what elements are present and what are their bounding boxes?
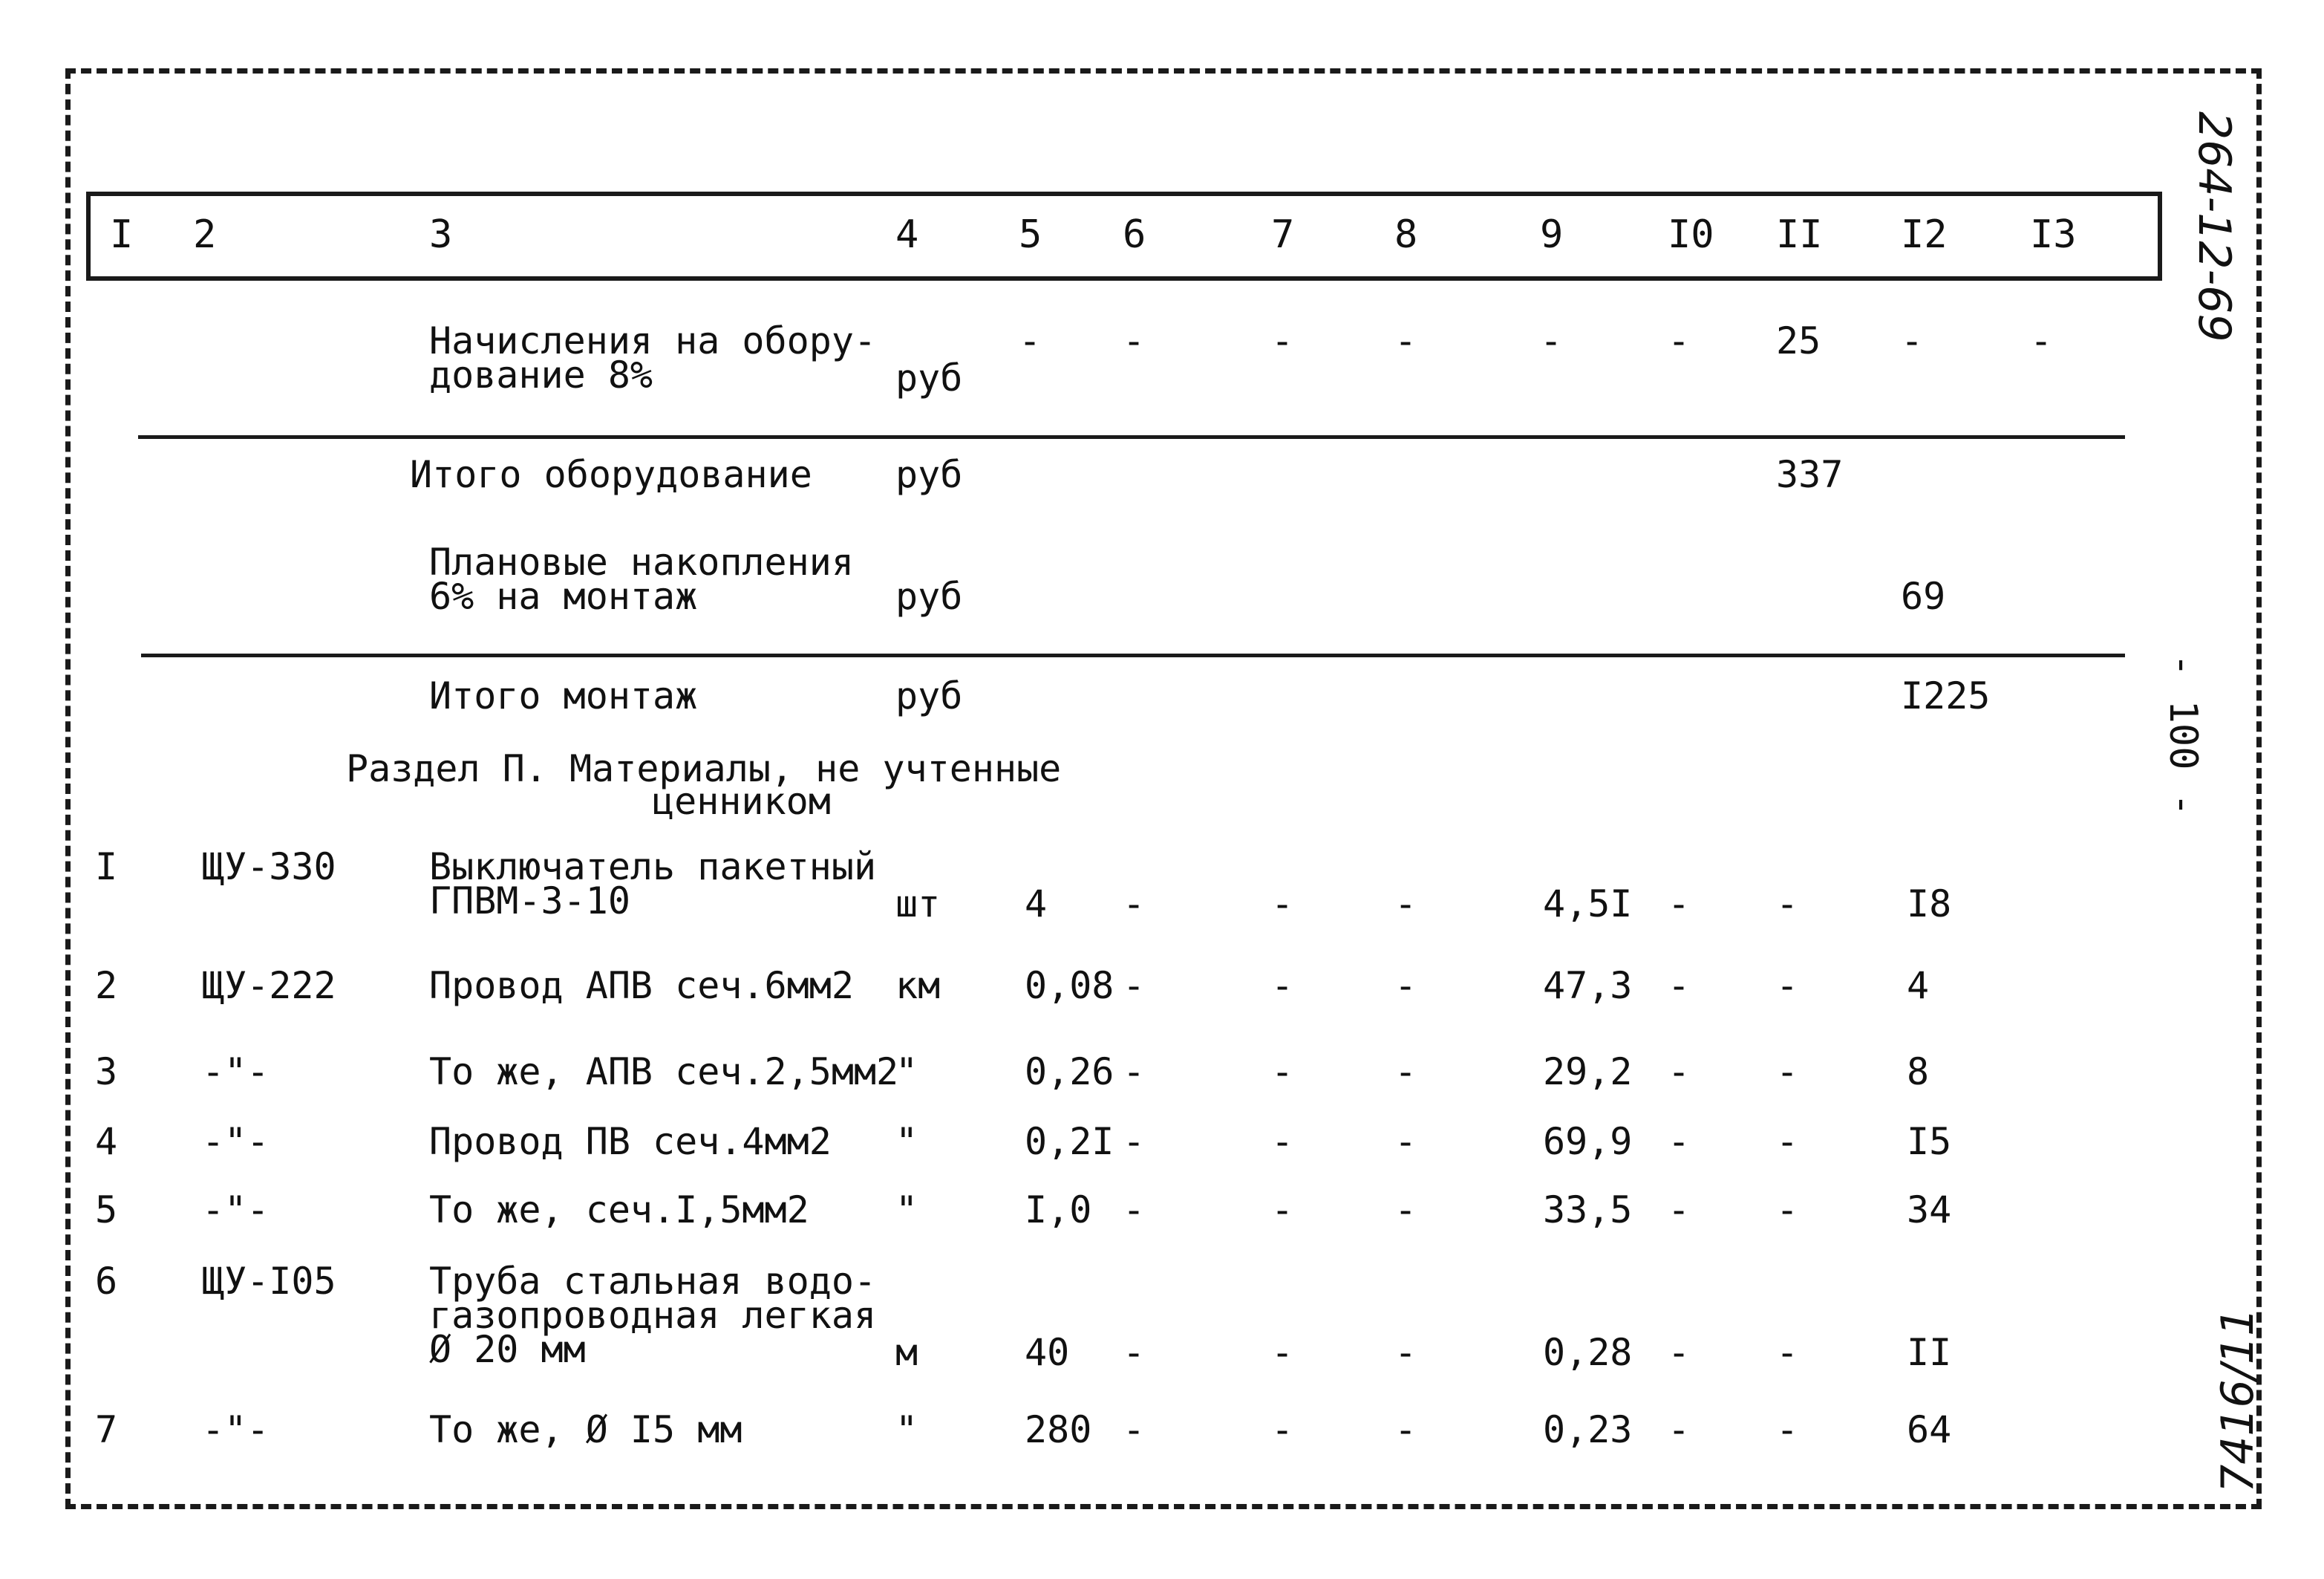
item-cell: - [1271,1408,1294,1451]
item-cell: - [1123,1408,1146,1451]
item-quantity: 40 [1025,1331,1070,1374]
item-price: 47,3 [1543,964,1633,1007]
summary-name-line: дование 8% [429,354,653,397]
item-total: 34 [1907,1188,1952,1231]
col-header-4: 4 [895,212,919,257]
item-total: 4 [1907,964,1930,1007]
summary-unit: руб [895,674,963,717]
item-number: 7 [95,1408,118,1451]
item-name-line: То же, Ø I5 мм [429,1408,742,1451]
item-unit: шт [895,882,941,925]
summary-cell: - [1019,319,1042,362]
item-cell: - [1668,1050,1691,1093]
item-cell: - [1776,1331,1799,1374]
summary-cell: - [1271,319,1294,362]
item-number: I [95,845,118,888]
summary-cell: - [1668,319,1691,362]
item-price: 0,23 [1543,1408,1633,1451]
summary-name-line: Начисления на обору- [429,319,877,362]
item-price: 33,5 [1543,1188,1633,1231]
col-header-7: 7 [1271,212,1295,257]
summary-name-line: Плановые накопления [429,541,854,584]
summary-cell: - [1123,319,1146,362]
item-cell: - [1394,1408,1417,1451]
item-cell: - [1123,964,1146,1007]
item-name-line: Ø 20 мм [429,1328,586,1371]
item-quantity: 280 [1025,1408,1092,1451]
item-price: 69,9 [1543,1120,1633,1163]
item-quantity: I,0 [1025,1188,1092,1231]
col-header-3: 3 [429,212,453,257]
section-title-line2: ценником [652,780,831,823]
item-total: 8 [1907,1050,1930,1093]
col-header-5: 5 [1019,212,1042,257]
item-cell: - [1123,1331,1146,1374]
item-cell: - [1394,1050,1417,1093]
summary-cell: - [1540,319,1563,362]
item-name-line: То же, сеч.I,5мм2 [429,1188,809,1231]
item-quantity: 4 [1025,882,1048,925]
summary-unit: руб [895,357,963,400]
col-header-10: I0 [1668,212,1714,257]
item-cell: - [1394,1120,1417,1163]
item-cell: - [1394,882,1417,925]
col-header-1: I [110,212,134,257]
item-number: 5 [95,1188,118,1231]
item-code: -"- [202,1050,270,1093]
col-header-2: 2 [193,212,217,257]
item-cell: - [1271,964,1294,1007]
item-unit: " [895,1408,918,1451]
item-quantity: 0,2I [1025,1120,1114,1163]
item-total: II [1907,1331,1952,1374]
section-title: Раздел П. Материалы, не учтенные [346,747,1062,790]
item-cell: - [1271,1331,1294,1374]
item-quantity: 0,26 [1025,1050,1114,1093]
summary-value: 25 [1776,319,1821,362]
item-cell: - [1668,964,1691,1007]
col-header-13: I3 [2030,212,2077,257]
item-number: 3 [95,1050,118,1093]
item-code: ЩУ-I05 [202,1260,336,1303]
col-header-6: 6 [1123,212,1146,257]
item-cell: - [1394,964,1417,1007]
item-cell: - [1123,1120,1146,1163]
item-unit: " [895,1188,918,1231]
summary-value: I225 [1901,674,1991,717]
item-price: 29,2 [1543,1050,1633,1093]
item-cell: - [1123,1050,1146,1093]
item-quantity: 0,08 [1025,964,1114,1007]
item-code: ЩУ-330 [202,845,336,888]
item-cell: - [1776,1120,1799,1163]
item-number: 2 [95,964,118,1007]
item-total: 64 [1907,1408,1952,1451]
item-name-line: Труба стальная водо- [429,1260,877,1303]
item-cell: - [1776,882,1799,925]
item-code: -"- [202,1120,270,1163]
item-name-line: Выключатель пакетный [429,845,877,888]
summary-cell: - [1901,319,1924,362]
summary-name: Итого оборудование [410,453,812,496]
item-cell: - [1394,1188,1417,1231]
item-cell: - [1394,1331,1417,1374]
item-price: 0,28 [1543,1331,1633,1374]
item-name-line: Провод АПВ сеч.6мм2 [429,964,854,1007]
divider-line [138,435,2125,439]
summary-unit: руб [895,575,963,618]
summary-value: 337 [1776,453,1844,496]
item-code: -"- [202,1188,270,1231]
page-number: - 100 - [2161,654,2205,817]
item-cell: - [1271,1120,1294,1163]
item-total: I8 [1907,882,1952,925]
item-cell: - [1123,1188,1146,1231]
item-code: -"- [202,1408,270,1451]
summary-name: Итого монтаж [429,674,698,717]
item-name-line: Провод ПВ сеч.4мм2 [429,1120,832,1163]
item-cell: - [1123,882,1146,925]
summary-cell: - [1394,319,1417,362]
col-header-12: I2 [1901,212,1948,257]
item-number: 6 [95,1260,118,1303]
handwritten-stamp: 7416/11 [2212,1307,2264,1493]
summary-cell: - [2030,319,2053,362]
item-cell: - [1776,964,1799,1007]
item-cell: - [1271,1188,1294,1231]
item-cell: - [1776,1050,1799,1093]
item-cell: - [1668,1120,1691,1163]
item-cell: - [1668,1331,1691,1374]
item-cell: - [1271,1050,1294,1093]
item-total: I5 [1907,1120,1952,1163]
item-name-line: ГПВМ-3-10 [429,879,630,922]
item-name-line: газопроводная легкая [429,1294,877,1337]
col-header-8: 8 [1394,212,1418,257]
summary-name-line: 6% на монтаж [429,575,698,618]
item-cell: - [1776,1408,1799,1451]
item-price: 4,5I [1543,882,1633,925]
summary-unit: руб [895,453,963,496]
item-code: ЩУ-222 [202,964,336,1007]
item-unit: км [895,964,941,1007]
doc-code: 264-12-69 [2188,111,2240,342]
col-header-11: II [1776,212,1823,257]
item-cell: - [1668,1408,1691,1451]
item-cell: - [1271,882,1294,925]
item-unit: " [895,1120,918,1163]
item-unit: м [895,1331,918,1374]
summary-value: 69 [1901,575,1946,618]
item-cell: - [1776,1188,1799,1231]
item-unit: " [895,1050,918,1093]
item-number: 4 [95,1120,118,1163]
col-header-9: 9 [1540,212,1564,257]
item-cell: - [1668,1188,1691,1231]
divider-line [141,654,2125,657]
item-name-line: То же, АПВ сеч.2,5мм2 [429,1050,899,1093]
item-cell: - [1668,882,1691,925]
